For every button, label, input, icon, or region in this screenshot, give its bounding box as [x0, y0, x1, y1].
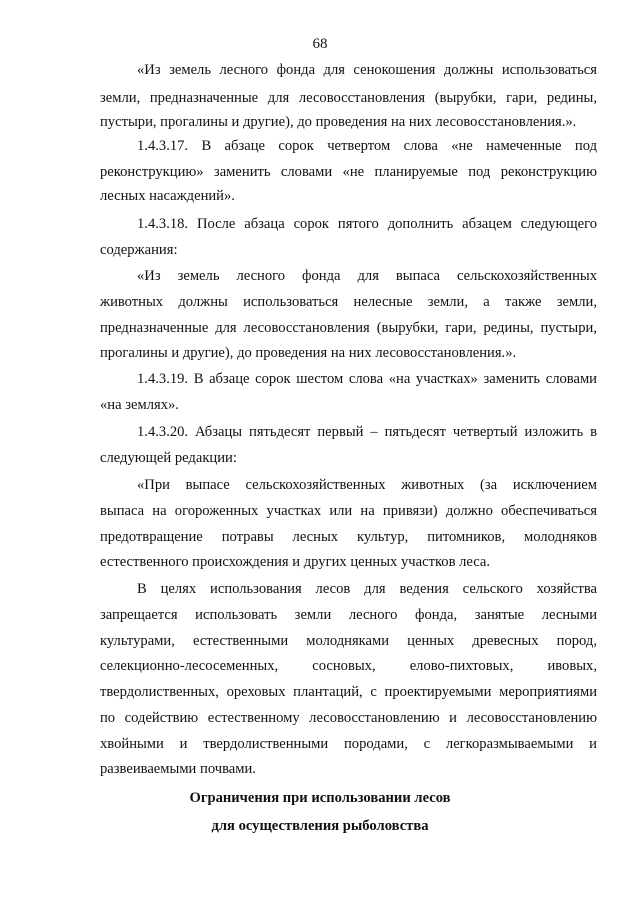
- text-line: лесных насаждений».: [100, 188, 235, 204]
- text-line: естественного происхождения и других ценных участков леса.: [100, 554, 491, 570]
- text-line: содержания:: [100, 242, 178, 258]
- text-line: прогалины и другие), до проведения на них лесовосстановления.».: [100, 345, 517, 361]
- text-line: «Из земель лесного фонда для выпаса сельскохозяйственных: [137, 268, 597, 284]
- section-heading-line-1: Ограничения при использовании лесов: [189, 790, 451, 806]
- text-line: следующей редакции:: [100, 450, 237, 466]
- text-line: «При выпасе сельскохозяйственных животных (за исключением: [137, 477, 597, 493]
- text-line: 1.4.3.19. В абзаце сорок шестом слова «на участках» заменить словами: [137, 371, 597, 387]
- text-line: 1.4.3.20. Абзацы пятьдесят первый – пятьдесят четвертый изложить в: [137, 424, 597, 440]
- text-line: культурами, естественными молодняками ценных древесных пород,: [100, 633, 597, 649]
- text-line: запрещается использовать земли лесного фонда, занятые лесными: [100, 607, 597, 623]
- text-line: по содействию естественному лесовосстановлению и лесовосстановлению: [100, 710, 597, 726]
- section-heading-line-2: для осуществления рыболовства: [211, 818, 429, 834]
- text-line: 1.4.3.18. После абзаца сорок пятого дополнить абзацем следующего: [137, 216, 597, 232]
- text-line: развеиваемыми почвами.: [100, 761, 256, 777]
- text-line: предотвращение потравы лесных культур, питомников, молодняков: [100, 529, 597, 545]
- text-line: хвойными и твердолиственными породами, с легкоразмываемыми и: [100, 736, 597, 752]
- text-line: выпаса на огороженных участках или на привязи) должно обеспечиваться: [100, 503, 597, 519]
- text-line: реконструкцию» заменить словами «не планируемые под реконструкцию: [100, 164, 597, 180]
- text-line: предназначенные для лесовосстановления (вырубки, гари, редины, пустыри,: [100, 320, 597, 336]
- text-line: твердолиственных, ореховых плантаций, с проектируемыми мероприятиями: [100, 684, 597, 700]
- text-line: селекционно-лесосеменных, сосновых, елово-пихтовых, ивовых,: [100, 658, 597, 674]
- page-number: 68: [312, 36, 328, 52]
- text-line: 1.4.3.17. В абзаце сорок четвертом слова «не намеченные под: [137, 138, 597, 154]
- text-line: животных должны использоваться нелесные земли, а также земли,: [100, 294, 597, 310]
- text-line: В целях использования лесов для ведения сельского хозяйства: [137, 581, 597, 597]
- text-line: земли, предназначенные для лесовосстановления (вырубки, гари, редины,: [100, 90, 597, 106]
- text-line: пустыри, прогалины и другие), до проведения на них лесовосстановления.».: [100, 114, 577, 130]
- text-line: «Из земель лесного фонда для сенокошения должны использоваться: [137, 62, 597, 78]
- text-line: «на землях».: [100, 397, 179, 413]
